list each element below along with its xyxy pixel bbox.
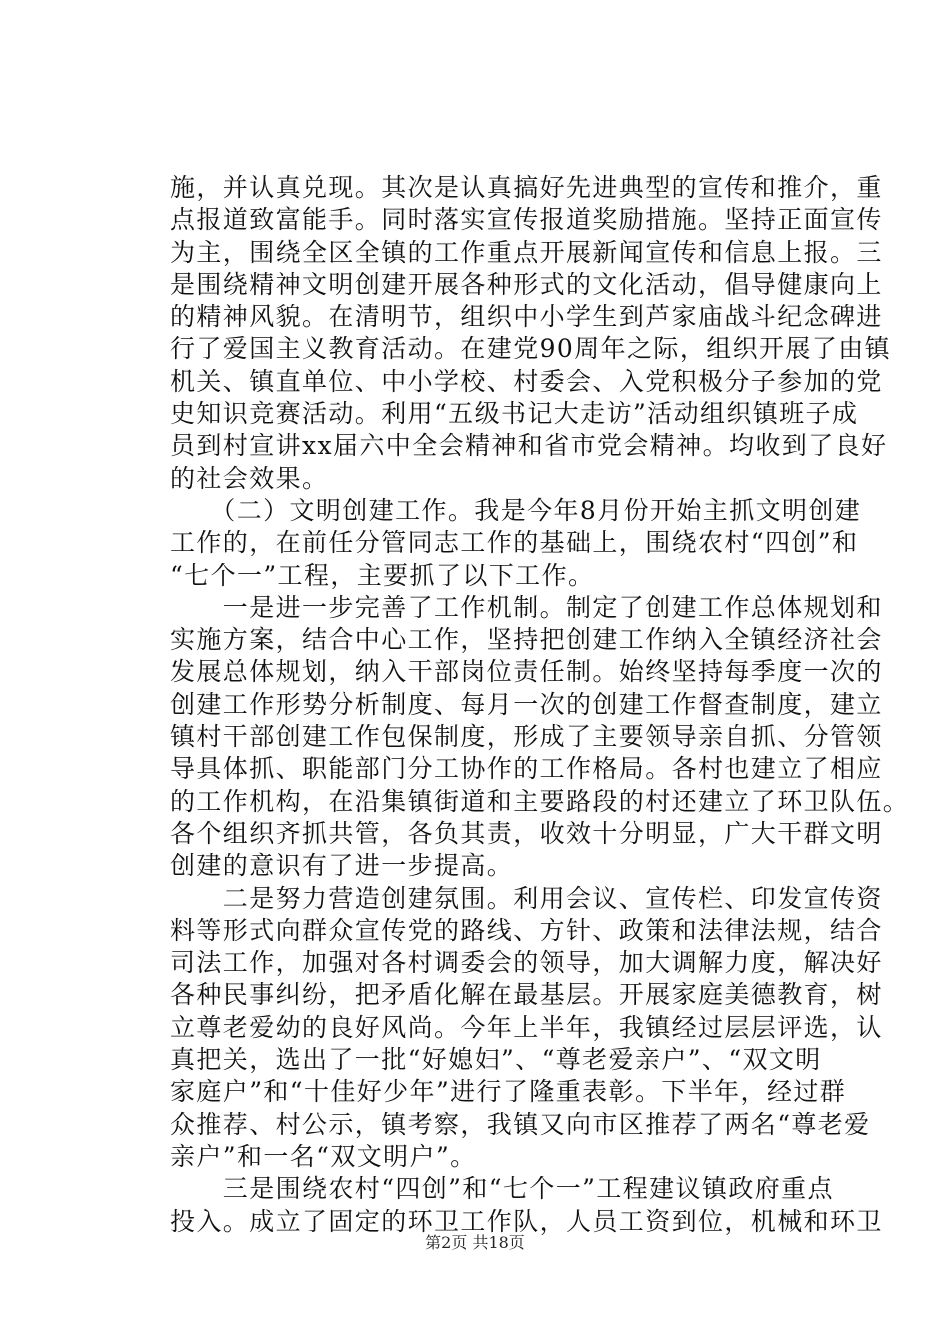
text-line: 真把关，选出了一批“好媳妇”、“尊老爱亲户”、“双文明 (170, 1045, 822, 1075)
text-line: 点报道致富能手。同时落实宣传报道奖励措施。坚持正面宣传 (170, 205, 883, 235)
text-line: 投入。成立了固定的环卫工作队，人员工资到位，机械和环卫 (170, 1206, 883, 1236)
text-line: 创建的意识有了进一步提高。 (170, 851, 514, 881)
text-line: 施，并认真兑现。其次是认真搞好先进典型的宣传和推介，重 (170, 173, 883, 202)
text-line: 的工作机构，在沿集镇街道和主要路段的村还建立了环卫队伍。 (170, 786, 910, 816)
text-line: 众推荐、村公示，镇考察，我镇又向市区推荐了两名“尊老爱 (170, 1109, 871, 1139)
text-line: 史知识竞赛活动。利用“五级书记大走访”活动组织镇班子成 (170, 399, 859, 429)
text-line: 是围绕精神文明创建开展各种形式的文化活动，倡导健康向上 (170, 269, 883, 299)
text-line: 各个组织齐抓共管，各负其责，收效十分明显，广大干群文明 (170, 818, 883, 848)
text-line: 三是围绕农村“四创”和“七个一”工程建议镇政府重点 (170, 1174, 834, 1204)
text-line: 创建工作形势分析制度、每月一次的创建工作督查制度，建立 (170, 689, 883, 719)
page-footer: 第2页 共18页 (425, 1233, 525, 1252)
text-line: 亲户”和一名“双文明户”。 (170, 1141, 477, 1171)
text-line: 镇村干部创建工作包保制度，形成了主要领导亲自抓、分管领 (170, 722, 883, 752)
text-line: 为主，围绕全区全镇的工作重点开展新闻宣传和信息上报。三 (170, 237, 883, 267)
text-line: 导具体抓、职能部门分工协作的工作格局。各村也建立了相应 (170, 754, 883, 784)
text-line: 立尊老爱幼的良好风尚。今年上半年，我镇经过层层评选，认 (170, 1012, 883, 1042)
text-line: 的精神风貌。在清明节，组织中小学生到芦家庙战斗纪念碑进 (170, 302, 883, 332)
text-line: 机关、镇直单位、中小学校、村委会、入党积极分子参加的党 (170, 366, 883, 396)
text-line: 发展总体规划，纳入干部岗位责任制。始终坚持每季度一次的 (170, 657, 883, 687)
text-line: 司法工作，加强对各村调委会的领导，加大调解力度，解决好 (170, 948, 883, 978)
text-line: 行了爱国主义教育活动。在建党90周年之际，组织开展了由镇 (170, 334, 892, 364)
text-line: （二）文明创建工作。我是今年8月份开始主抓文明创建 (170, 495, 862, 525)
text-line: 工作的，在前任分管同志工作的基础上，围绕农村“四创”和 (170, 528, 859, 558)
text-line: 一是进一步完善了工作机制。制定了创建工作总体规划和 (170, 592, 883, 622)
text-line: 的社会效果。 (170, 463, 329, 493)
text-line: 料等形式向群众宣传党的路线、方针、政策和法律法规，结合 (170, 915, 883, 945)
text-line: “七个一”工程，主要抓了以下工作。 (170, 560, 595, 590)
text-line: 各种民事纠纷，把矛盾化解在最基层。开展家庭美德教育，树 (170, 980, 883, 1010)
text-line: 员到村宣讲xx届六中全会精神和省市党会精神。均收到了良好 (170, 431, 888, 461)
text-line: 家庭户”和“十佳好少年”进行了隆重表彰。下半年，经过群 (170, 1077, 847, 1107)
text-line: 二是努力营造创建氛围。利用会议、宣传栏、印发宣传资 (170, 883, 883, 913)
text-line: 实施方案，结合中心工作，坚持把创建工作纳入全镇经济社会 (170, 625, 883, 655)
body-text (170, 172, 910, 1238)
